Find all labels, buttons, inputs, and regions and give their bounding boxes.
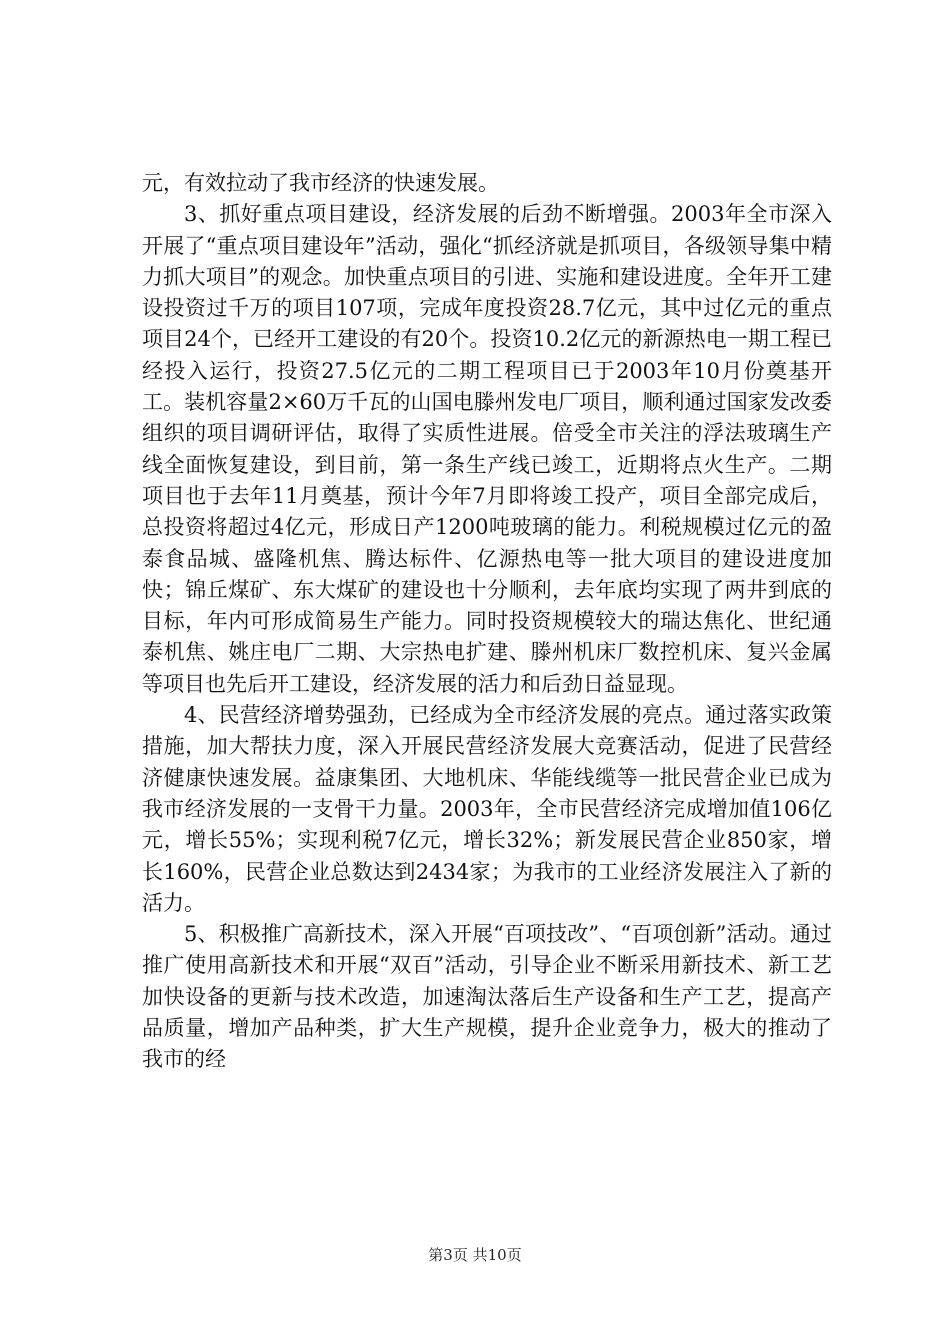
paragraph-continuation: 元，有效拉动了我市经济的快速发展。: [142, 171, 499, 195]
page-number-footer: 第3页 共10页: [428, 1246, 522, 1264]
document-body: [142, 168, 832, 1076]
paragraph-private-economy: 4、民营经济增势强劲，已经成为全市经济发展的亮点。通过落实政策措施，加大帮扶力度，深入开展民营经济发展大竞赛活动，促进了民营经济健康快速发展。益康集团、大地机床、华能线缆等一批民营企业已成为我市经济发展的一支骨干力量。2003年，全市民营经济完成增加值106亿元，增长55%；实现利税7亿元，增长32%；新发展民营企业850家，增长160%，民营企业总数达到2434家；为我市的工业经济发展注入了新的活力。: [142, 703, 832, 915]
paragraph-high-tech: 5、积极推广高新技术，深入开展“百项技改”、“百项创新”活动。通过推广使用高新技术和开展“双百”活动，引导企业不断采用新技术、新工艺加快设备的更新与技术改造，加速淘汰落后生产设备和生产工艺，提高产品质量，增加产品种类，扩大生产规模，提升企业竞争力，极大的推动了我市的经: [142, 922, 832, 1072]
paragraph-key-projects: 3、抓好重点项目建设，经济发展的后劲不断增强。2003年全市深入开展了“重点项目建设年”活动，强化“抓经济就是抓项目，各级领导集中精力抓大项目”的观念。加快重点项目的引进、实施和建设进度。全年开工建设投资过千万的项目107项，完成年度投资28.7亿元，其中过亿元的重点项目24个，已经开工建设的有20个。投资10.2亿元的新源热电一期工程已经投入运行，投资27.5亿元的二期工程项目已于2003年10月份奠基开工。装机容量2×60万千瓦的山国电滕州发电厂项目，顺利通过国家发改委组织的项目调研评估，取得了实质性进展。倍受全市关注的浮法玻璃生产线全面恢复建设，到目前，第一条生产线已竣工，近期将点火生产。二期项目也于去年11月奠基，预计今年7月即将竣工投产，项目全部完成后，总投资将超过4亿元，形成日产1200吨玻璃的能力。利税规模过亿元的盈泰食品城、盛隆机焦、腾达标件、亿源热电等一批大项目的建设进度加快；锦丘煤矿、东大煤矿的建设也十分顺利，去年底均实现了两井到底的目标，年内可形成简易生产能力。同时投资规模较大的瑞达焦化、世纪通泰机焦、姚庄电厂二期、大宗热电扩建、滕州机床厂数控机床、复兴金属等项目也先后开工建设，经济发展的活力和后劲日益显现。: [142, 202, 832, 696]
